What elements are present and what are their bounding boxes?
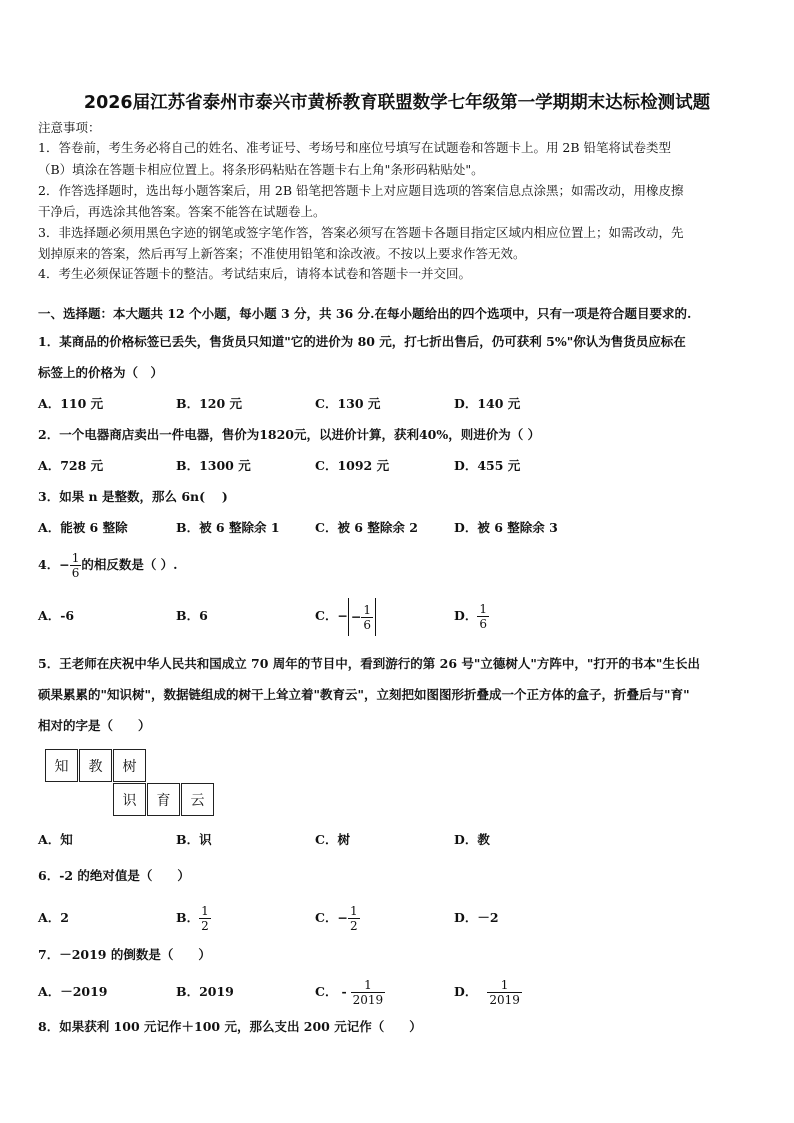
option-label: C． — [315, 608, 338, 623]
q1-option-a: A．110 元 — [38, 396, 104, 411]
q4-option-b: B．6 — [176, 608, 208, 623]
q6-option-a: A．2 — [38, 910, 69, 925]
q3-option-b: B．被 6 整除余 1 — [176, 520, 280, 535]
question-5-text: 相对的字是（ ） — [38, 718, 151, 733]
q4-suffix: 的相反数是（ ）. — [81, 557, 178, 572]
absolute-value-bars — [348, 598, 376, 636]
fraction — [351, 978, 386, 1007]
notice-line: 干净后，再选涂其他答案。答案不能答在试题卷上。 — [38, 204, 326, 219]
minus-sign: − — [337, 608, 348, 623]
q4-option-d — [454, 597, 489, 635]
option-label: D． — [454, 984, 478, 999]
page-title: 2026届江苏省泰州市泰兴市黄桥教育联盟数学七年级第一学期期末达标检测试题 — [83, 93, 711, 113]
q4-option-a: A．-6 — [38, 608, 75, 623]
q2-option-a: A．728 元 — [38, 458, 104, 473]
fraction-numerator: 1 — [500, 978, 509, 992]
q6-option-b — [176, 899, 211, 937]
net-cell: 识 — [113, 783, 146, 816]
q2-option-b: B．1300 元 — [176, 458, 251, 473]
minus-sign: − — [350, 608, 362, 624]
notice-line: （B）填涂在答题卡相应位置上。将条形码粘贴在答题卡右上角"条形码粘贴处"。 — [38, 162, 484, 177]
q7-option-c — [315, 973, 385, 1011]
question-3-text: 3．如果 n 是整数，那么 6n( ) — [38, 489, 228, 504]
fraction-denominator: 2019 — [352, 993, 384, 1007]
notice-line: 3．非选择题必须用黑色字迹的钢笔或签字笔作答，答案必须写在答题卡各题目指定区域内相应位置上；如需改动，先 — [38, 225, 684, 240]
option-label: C． — [315, 910, 338, 925]
question-1-text: 1．某商品的价格标签已丢失，售货员只知道"它的进价为 80 元，打七折出售后，仍可获利 5%"你认为售货员应标在 — [38, 334, 686, 349]
fraction-denominator: 2019 — [489, 993, 520, 1007]
question-2-text: 2．一个电器商店卖出一件电器，售价为1820元，以进价计算，获利40%，则进价为（ ） — [38, 427, 541, 442]
notice-line: 2．作答选择题时，选出每小题答案后，用 2B 铅笔把答题卡上对应题目选项的答案信息点涂黑；如需改动，用橡皮擦 — [38, 183, 684, 198]
fraction — [477, 602, 489, 631]
q3-option-a: A．能被 6 整除 — [38, 520, 128, 535]
minus-sign: - — [341, 984, 347, 999]
q4-prefix: 4． — [38, 557, 60, 572]
minus-sign: − — [337, 910, 348, 925]
option-label: D． — [454, 608, 478, 623]
fraction — [348, 904, 360, 933]
q1-option-d: D．140 元 — [454, 396, 521, 411]
fraction-denominator: 2 — [201, 919, 209, 933]
q5-option-b: B．识 — [176, 832, 212, 847]
question-4-text — [38, 548, 178, 582]
question-8-text: 8．如果获利 100 元记作＋100 元，那么支出 200 元记作（ ） — [38, 1019, 422, 1034]
question-7-text: 7．－2019 的倒数是（ ） — [38, 947, 211, 962]
fraction-numerator: 1 — [201, 904, 209, 918]
fraction-denominator: 6 — [363, 617, 372, 632]
fraction-numerator: 1 — [364, 978, 372, 992]
fraction-numerator: 1 — [71, 551, 80, 565]
fraction-numerator: 1 — [363, 602, 372, 617]
net-cell: 教 — [79, 749, 112, 782]
q1-option-c: C．130 元 — [315, 396, 381, 411]
question-1-text: 标签上的价格为（ ） — [38, 365, 164, 380]
fraction-denominator: 6 — [479, 617, 487, 631]
q4-fraction — [70, 551, 82, 580]
q6-option-c — [315, 899, 360, 937]
notice-line: 4．考生必须保证答题卡的整洁。考试结束后，请将本试卷和答题卡一并交回。 — [38, 266, 471, 281]
q7-option-b: B．2019 — [176, 984, 234, 999]
fraction-denominator: 2 — [349, 919, 358, 933]
notice-line: 1．答卷前，考生务必将自己的姓名、准考证号、考场号和座位号填写在试题卷和答题卡上。用 2B 铅笔将试卷类型 — [38, 140, 672, 155]
notice-line: 划掉原来的答案，然后再写上新答案；不准使用铅笔和涂改液。不按以上要求作答无效。 — [38, 246, 526, 261]
net-cell: 云 — [181, 783, 214, 816]
q5-option-a: A．知 — [38, 832, 73, 847]
q2-option-d: D．455 元 — [454, 458, 521, 473]
question-5-text: 5．王老师在庆祝中华人民共和国成立 70 周年的节目中，看到游行的第 26 号"立德树人"方阵中，"打开的书本"生长出 — [38, 656, 700, 671]
question-6-text: 6．-2 的绝对值是（ ） — [38, 868, 190, 883]
net-cell: 知 — [45, 749, 78, 782]
fraction-numerator: 1 — [349, 904, 358, 918]
fraction — [199, 904, 211, 933]
q4-minus: − — [59, 557, 70, 572]
fraction — [487, 978, 522, 1007]
question-5-text: 硕果累累的"知识树"，数据链组成的树干上耸立着"教育云"，立刻把如图图形折叠成一个正方体的盒子，折叠后与"育" — [38, 687, 690, 702]
q6-option-d: D．－2 — [454, 910, 499, 925]
q3-option-c: C．被 6 整除余 2 — [315, 520, 418, 535]
net-cell: 树 — [113, 749, 146, 782]
net-cell: 育 — [147, 783, 180, 816]
q4-option-c — [315, 597, 376, 636]
notice-heading: 注意事项： — [38, 120, 101, 135]
option-label: B． — [176, 910, 200, 925]
cube-net-figure — [45, 749, 217, 817]
option-label: C． — [315, 984, 338, 999]
fraction-denominator: 6 — [71, 566, 80, 580]
fraction — [361, 603, 373, 632]
q5-option-d: D．教 — [454, 832, 490, 847]
q7-option-d — [454, 973, 522, 1011]
fraction-numerator: 1 — [479, 602, 487, 616]
q5-option-c: C．树 — [315, 832, 350, 847]
q7-option-a: A．－2019 — [38, 984, 108, 999]
q2-option-c: C．1092 元 — [315, 458, 390, 473]
q3-option-d: D．被 6 整除余 3 — [454, 520, 558, 535]
section-heading: 一、选择题：本大题共 12 个小题，每小题 3 分，共 36 分.在每小题给出的四个选项中，只有一项是符合题目要求的. — [38, 306, 692, 321]
q1-option-b: B．120 元 — [176, 396, 243, 411]
